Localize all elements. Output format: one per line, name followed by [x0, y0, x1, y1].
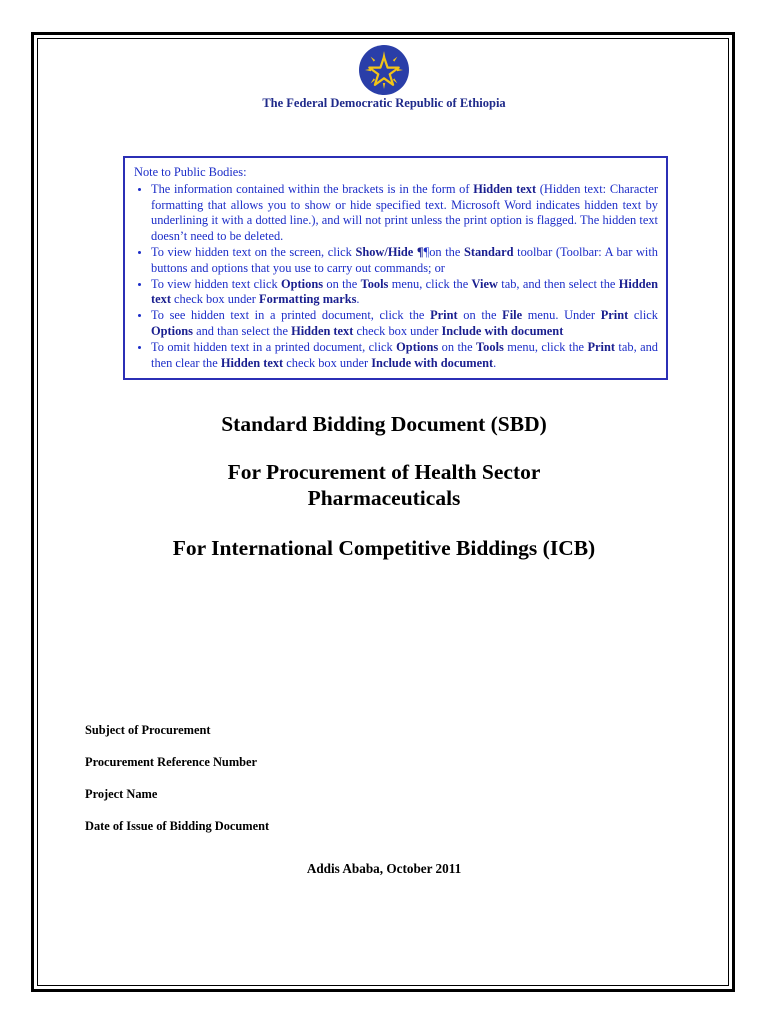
note-text: (Hidden text: Character formatting that allows you to show or hide specified text. Microsoft Word indicates hidden text by underlining it with a dotted line.), and will not print unless the print option is flagged. The hidden text doesn’t need to be deleted. [151, 181, 658, 244]
note-text: tab, and then clear the [151, 339, 658, 370]
note-text: tab, and then select the [497, 276, 619, 291]
note-text: ¶on the [423, 244, 464, 259]
note-keyword: Tools [476, 339, 504, 354]
document-scope-title: For International Competitive Biddings (ICB) [172, 536, 596, 560]
note-keyword: Tools [360, 276, 389, 291]
date-of-issue-label: Date of Issue of Bidding Document [85, 819, 270, 833]
document-subtitle-line1: For Procurement of Health Sector [227, 460, 541, 484]
note-text: check box under [283, 355, 372, 370]
subject-of-procurement-label: Subject of Procurement [85, 723, 211, 737]
note-text: To view hidden text on the screen, click [151, 244, 356, 259]
note-item [151, 340, 658, 372]
note-text: menu, click the [388, 276, 472, 291]
note-keyword: Print [600, 308, 629, 323]
note-item [151, 245, 658, 277]
document-subtitle [0, 459, 768, 511]
note-keyword: Hidden text [291, 323, 354, 338]
procurement-reference-label: Procurement Reference Number [85, 755, 258, 769]
note-item [151, 308, 658, 340]
note-keyword: Hidden text [473, 181, 537, 196]
note-keyword: Formatting marks [259, 292, 357, 307]
note-text: menu, click the [503, 339, 588, 354]
note-text: To view hidden text click [151, 276, 282, 291]
country-name: The Federal Democratic Republic of Ethiopia [262, 96, 506, 110]
document-title: Standard Bidding Document (SBD) [221, 412, 547, 436]
note-text: on the [438, 339, 477, 354]
note-keyword: Print [587, 339, 615, 354]
note-keyword: View [471, 276, 498, 291]
note-list [134, 182, 658, 372]
ethiopia-emblem-icon [358, 44, 410, 96]
note-heading: Note to Public Bodies: [134, 165, 247, 179]
note-keyword: Include with document [371, 355, 494, 370]
note-text: . [356, 292, 360, 307]
note-keyword: File [502, 308, 523, 323]
note-text: and than select the [193, 323, 292, 338]
note-text: The information contained within the brackets is in the form of [151, 181, 474, 196]
note-text: toolbar (Toolbar: A bar with buttons and options that you use to carry out commands; or [151, 244, 658, 275]
note-text: To omit hidden text in a printed document, click [151, 339, 397, 354]
note-text: check box under [353, 323, 442, 338]
note-keyword: Hidden text [151, 276, 658, 307]
note-text: check box under [170, 292, 260, 307]
document-subtitle-line2: Pharmaceuticals [307, 486, 461, 510]
note-text: menu. Under [522, 308, 601, 323]
note-item [151, 277, 658, 309]
project-name-label: Project Name [85, 787, 158, 801]
note-keyword: Hidden text [220, 355, 284, 370]
note-text: To see hidden text in a printed document, click the [151, 308, 431, 323]
note-keyword: Options [281, 276, 324, 291]
note-text: on the [323, 276, 361, 291]
note-keyword: Standard [463, 244, 514, 259]
note-box [123, 156, 668, 380]
note-keyword: Options [396, 339, 439, 354]
note-item [151, 182, 658, 245]
note-keyword: Show/Hide ¶ [355, 244, 424, 259]
note-keyword: Options [151, 323, 194, 338]
note-text: . [493, 355, 497, 370]
note-text: click [628, 308, 658, 323]
place-and-date: Addis Ababa, October 2011 [306, 861, 462, 876]
note-keyword: Include with document [441, 323, 564, 338]
note-keyword: Print [430, 308, 458, 323]
note-text: on the [457, 308, 503, 323]
